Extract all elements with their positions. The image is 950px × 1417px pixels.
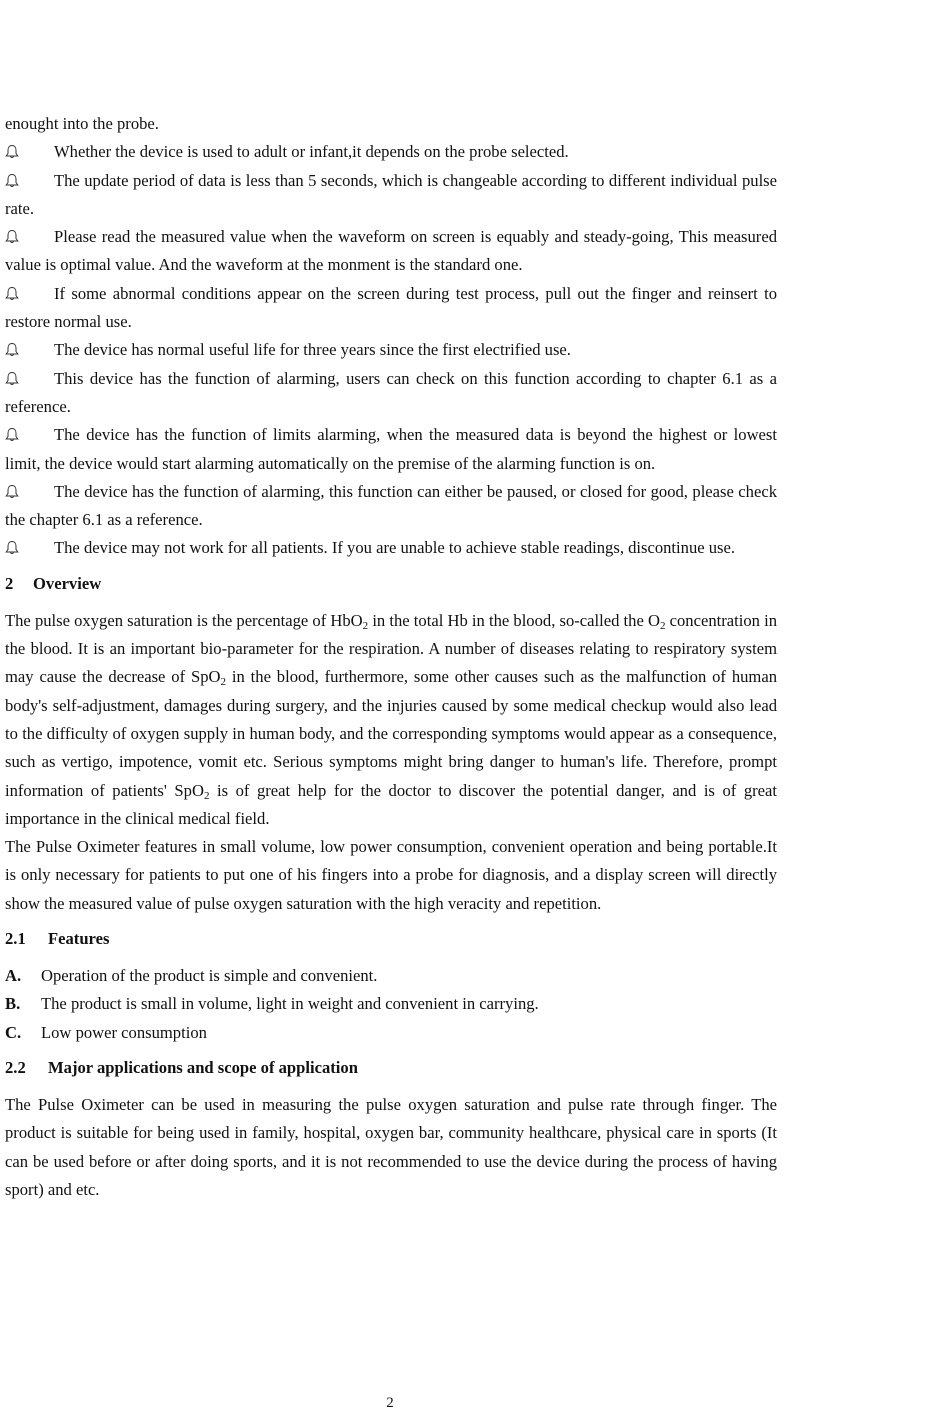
note-text: The device may not work for all patients. If you are unable to achieve stable readings, discontinue use. <box>54 538 736 558</box>
section-2-1-number: 2.1 <box>5 929 26 949</box>
document-page <box>5 110 777 1204</box>
applications-paragraph: The Pulse Oximeter can be used in measuring the pulse oxygen saturation and pulse rate through finger. The product is suitable for being used in family, hospital, oxygen bar, community healthcare, physical care in sports (It can be used before or after doing sports, and it is not recommended to use the device during the process of having sport) and etc. <box>5 1094 777 1199</box>
page-number: 2 <box>386 1395 394 1411</box>
feature-text: Low power consumption <box>41 1022 207 1042</box>
bell-icon <box>5 421 54 449</box>
note-text: The device has the function of alarming, this function can either be paused, or closed for good, please check the chapter 6.1 as a reference. <box>5 481 777 530</box>
feature-letter: B. <box>5 994 21 1014</box>
feature-letter: C. <box>5 1022 22 1042</box>
note-text: Whether the device is used to adult or infant,it depends on the probe selected. <box>54 142 569 162</box>
note-item <box>5 138 777 166</box>
bell-icon <box>5 478 54 506</box>
bell-icon <box>5 167 54 195</box>
note-item <box>5 478 777 535</box>
note-item <box>5 365 777 422</box>
note-item <box>5 336 777 364</box>
note-text: The device has the function of limits alarming, when the measured data is beyond the highest or lowest limit, the device would start alarming automatically on the premise of the alarming function is on. <box>5 425 777 473</box>
note-item <box>5 280 777 337</box>
section-2-2-title: Major applications and scope of application <box>48 1057 358 1077</box>
note-text: This device has the function of alarming, users can check on this function according to chapter 6.1 as a reference. <box>5 368 777 416</box>
note-item <box>5 223 777 280</box>
feature-letter: A. <box>5 966 22 986</box>
notes-list <box>5 138 777 562</box>
section-2-1-title: Features <box>48 929 110 949</box>
bell-icon <box>5 365 54 393</box>
bell-icon <box>5 534 54 562</box>
features-list <box>5 962 777 1047</box>
feature-item <box>5 990 777 1018</box>
feature-text: The product is small in volume, light in weight and convenient in carrying. <box>41 994 539 1014</box>
overview-paragraph-1: The pulse oxygen saturation is the percentage of HbO$_2$ in the total Hb in the blood, so-called the $O_2$ concentration in the blood. It is an important bio-parameter for the respiration. A number of diseases relating to respiratory system may cause the decrease of SpO$_2$ in the blood, furthermore, some other causes such as the malfunction of human body's self-adjustment, damages during surgery, and the injuries caused by some medical checkup would also lead to the difficulty of oxygen supply in human body, and the corresponding symptoms would appear as a consequence, such as vertigo, impotence, vomit etc. Serious symptoms might bring danger to human's life. Therefore, prompt information of patients' SpO$_2$ is of great help for the doctor to discover the potential danger, and is of great importance in the clinical medical field. <box>5 610 777 828</box>
overview-paragraph-2: The Pulse Oximeter features in small volume, low power consumption, convenient operation and being portable.It is only necessary for patients to put one of his fingers into a probe for diagnosis, and a display screen will directly show the measured value of pulse oxygen saturation with the high veracity and repetition. <box>5 837 777 913</box>
note-item <box>5 534 777 562</box>
note-text: The device has normal useful life for three years since the first electrified use. <box>54 340 571 360</box>
note-text: The update period of data is less than 5 seconds, which is changeable according to different individual pulse rate. <box>5 170 777 218</box>
lead-line: enought into the probe. <box>5 114 159 133</box>
bell-icon <box>5 336 54 364</box>
feature-item <box>5 962 777 990</box>
note-item <box>5 421 777 478</box>
bell-icon <box>5 223 54 251</box>
feature-item <box>5 1019 777 1047</box>
note-item <box>5 167 777 224</box>
section-2-1-heading <box>5 925 777 953</box>
bell-icon <box>5 138 54 166</box>
section-2-title: Overview <box>33 573 102 593</box>
note-text: Please read the measured value when the waveform on screen is equably and steady-going, This measured value is optimal value. And the waveform at the monment is the standard one. <box>5 227 777 275</box>
section-2-heading <box>5 570 777 598</box>
bell-icon <box>5 280 54 308</box>
note-text: If some abnormal conditions appear on the screen during test process, pull out the finger and reinsert to restore normal use. <box>5 283 777 332</box>
section-2-2-heading <box>5 1054 777 1082</box>
section-2-number: 2 <box>5 573 14 593</box>
feature-text: Operation of the product is simple and convenient. <box>41 966 378 986</box>
section-2-2-number: 2.2 <box>5 1057 26 1077</box>
